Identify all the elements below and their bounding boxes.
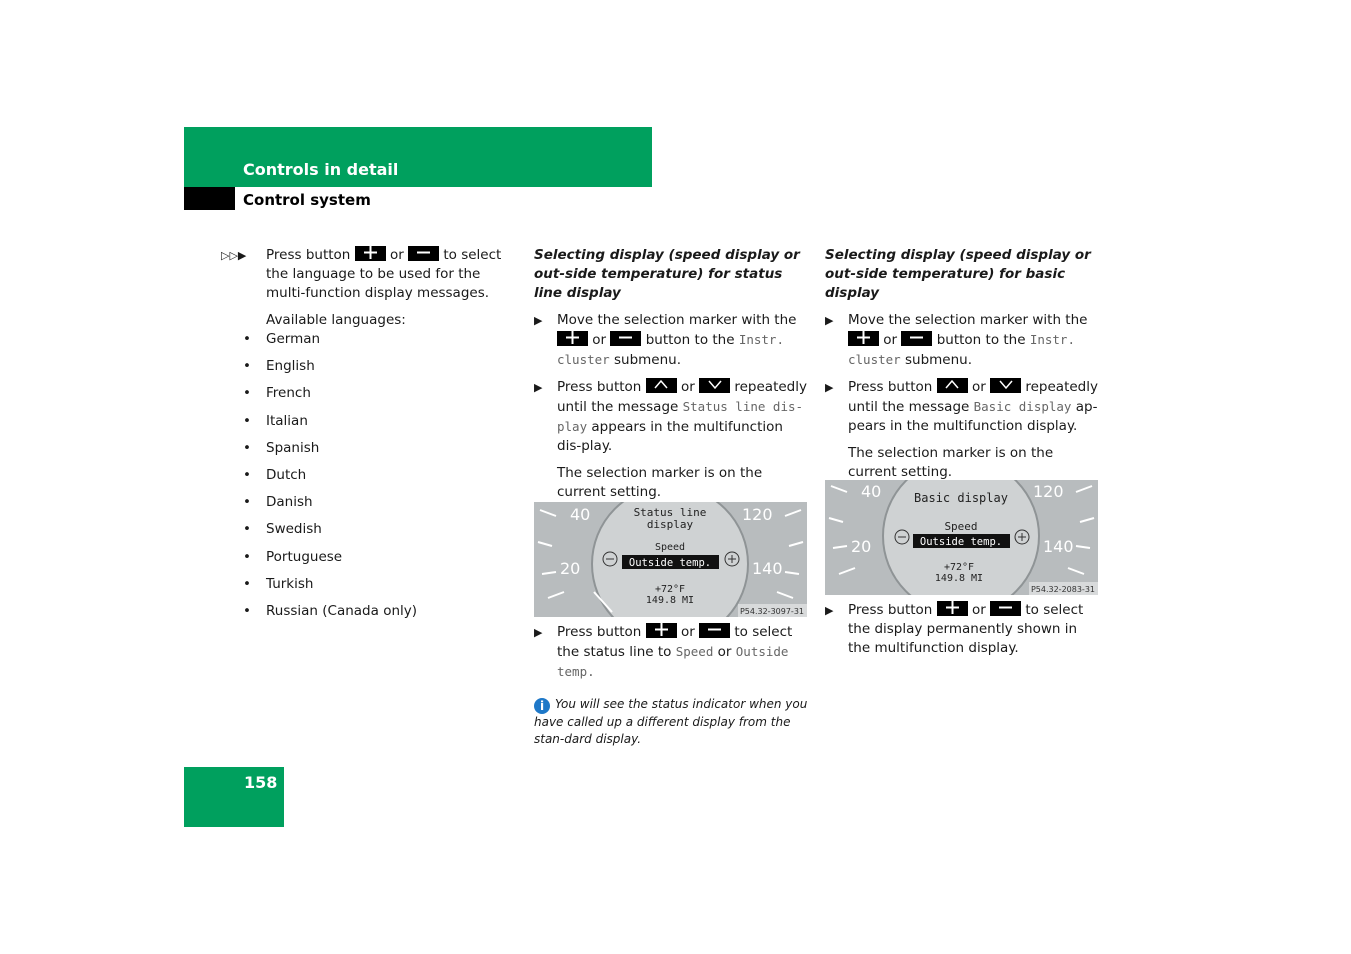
display-temperature: +72°F: [943, 562, 975, 573]
language-list: [243, 330, 516, 621]
or-text: or: [971, 602, 986, 618]
step-text: to select the display permanently shown in the multifunction display.: [848, 602, 1084, 656]
minus-button-icon: [901, 331, 932, 346]
language-name: Turkish: [266, 575, 314, 592]
continue-arrow-icon: ▷▷▶: [221, 249, 247, 262]
plus-button-icon: [848, 331, 879, 346]
step-arrow-icon: ▶: [534, 626, 543, 639]
or-text: or: [389, 247, 404, 263]
page-number: 158: [244, 773, 278, 792]
step-arrow-icon: ▶: [534, 381, 543, 394]
bullet-icon: •: [243, 358, 251, 375]
step-press-up-down: [825, 378, 1100, 436]
language-name: Russian (Canada only): [266, 602, 418, 619]
step-text: submenu.: [904, 352, 973, 368]
or-text: or: [717, 644, 732, 660]
step-arrow-icon: ▶: [825, 604, 834, 617]
bullet-icon: •: [243, 548, 251, 565]
or-text: or: [883, 332, 898, 348]
list-item: [243, 412, 516, 431]
display-odometer: 149.8 MI: [645, 595, 695, 606]
display-text: Status line dis-play: [557, 399, 804, 434]
display-text: Basic display: [973, 399, 1072, 414]
step-text: Press button: [557, 379, 642, 395]
step-text: Press button: [848, 379, 933, 395]
or-text: or: [592, 332, 607, 348]
step-text: Press button: [848, 602, 933, 618]
heading-status-line: Selecting display (speed display or out-side temperature) for status line display: [534, 247, 800, 301]
tick-label-120: 120: [1033, 482, 1064, 501]
step-move-marker: [534, 311, 810, 370]
step-select-status-line: [534, 623, 810, 682]
column-basic-display: [825, 246, 1100, 666]
list-item: [243, 439, 516, 458]
bullet-icon: •: [243, 494, 251, 511]
or-text: or: [971, 379, 986, 395]
display-temperature: +72°F: [654, 584, 686, 595]
minus-button-icon: [408, 246, 439, 261]
display-option-outside-temp: Outside temp.: [919, 536, 1003, 548]
bullet-icon: •: [243, 412, 251, 429]
minus-button-icon: [699, 623, 730, 638]
display-line-1: Basic display: [914, 491, 1008, 505]
section-title: Controls in detail: [243, 160, 399, 179]
minus-button-icon: [610, 331, 641, 346]
step-select-language: [221, 246, 516, 303]
language-name: Dutch: [266, 466, 307, 483]
step-move-marker: [825, 311, 1100, 370]
minus-button-icon: [990, 601, 1021, 616]
display-text: Instr. cluster: [848, 332, 1075, 367]
plus-button-icon: [937, 601, 968, 616]
plus-button-icon: [646, 623, 677, 638]
display-option-speed: Speed: [654, 542, 686, 553]
display-line-2: display: [646, 518, 694, 531]
tick-label-140: 140: [752, 559, 783, 578]
language-name: Spanish: [266, 439, 320, 456]
info-icon: i: [534, 698, 550, 714]
cluster-figure-status-line: [534, 502, 807, 617]
display-text: Outside temp.: [557, 644, 789, 679]
language-name: Portuguese: [266, 548, 343, 565]
step-text: Move the selection marker with the: [848, 312, 1088, 328]
cluster-figure-basic-display: [825, 480, 1098, 595]
tick-label-140: 140: [1043, 537, 1074, 556]
step-text: Press button: [557, 624, 642, 640]
list-item: [243, 493, 516, 512]
available-languages-label: Available languages:: [266, 312, 406, 328]
step-arrow-icon: ▶: [825, 314, 834, 327]
tick-label-40: 40: [861, 482, 882, 501]
list-item: [243, 357, 516, 376]
list-item: [243, 466, 516, 485]
bullet-icon: •: [243, 521, 251, 538]
bullet-icon: •: [243, 466, 251, 483]
heading-basic-display: Selecting display (speed display or out-side temperature) for basic display: [825, 247, 1091, 301]
language-name: French: [266, 385, 311, 402]
list-item: [243, 384, 516, 403]
display-option-speed: Speed: [944, 520, 978, 533]
step-text: submenu.: [613, 352, 682, 368]
subsection-marker: [184, 187, 235, 210]
display-line-1: Status line: [633, 506, 707, 519]
column-languages: [221, 246, 516, 629]
step-text: Press button: [266, 247, 351, 263]
language-name: English: [266, 358, 315, 375]
step-arrow-icon: ▶: [825, 381, 834, 394]
bullet-icon: •: [243, 602, 251, 619]
language-name: German: [266, 331, 321, 347]
list-item: [243, 520, 516, 539]
step-arrow-icon: ▶: [534, 314, 543, 327]
down-button-icon: [699, 378, 730, 393]
selection-note: The selection marker is on the current setting.: [557, 465, 763, 500]
tick-label-120: 120: [742, 505, 773, 524]
language-name: Danish: [266, 494, 313, 511]
up-button-icon: [937, 378, 968, 393]
down-button-icon: [990, 378, 1021, 393]
display-option-outside-temp: Outside temp.: [628, 557, 712, 569]
bullet-icon: •: [243, 575, 251, 592]
step-text: appears in the multifunction dis-play.: [557, 419, 783, 454]
display-odometer: 149.8 MI: [934, 573, 984, 584]
column-status-line: [534, 246, 810, 748]
tick-label-20: 20: [560, 559, 581, 578]
list-item: [243, 575, 516, 594]
or-text: or: [680, 379, 695, 395]
display-text: Speed: [675, 644, 714, 659]
tick-label-20: 20: [851, 537, 872, 556]
plus-button-icon: [355, 246, 386, 261]
up-button-icon: [646, 378, 677, 393]
info-text: You will see the status indicator when you have called up a different display from the stan-dard display.: [534, 697, 808, 746]
step-text: to select the language to be used for the multi-function display messages.: [266, 247, 502, 301]
display-text: Instr. cluster: [557, 332, 784, 367]
step-text: Move the selection marker with the: [557, 312, 797, 328]
bullet-icon: •: [243, 385, 251, 402]
list-item: [243, 548, 516, 567]
info-note: [534, 696, 810, 748]
step-select-basic-display: [825, 601, 1100, 658]
subsection-title: Control system: [243, 191, 371, 209]
language-name: Swedish: [266, 521, 322, 538]
selection-note: The selection marker is on the current setting.: [848, 445, 1054, 480]
step-press-up-down: [534, 378, 810, 456]
step-text: repeatedly until the message: [848, 379, 1098, 415]
step-text: ap-pears in the multifunction display.: [848, 399, 1098, 434]
step-text: button to the: [936, 332, 1026, 348]
language-name: Italian: [266, 412, 308, 429]
list-item: [243, 602, 516, 621]
step-text: button to the: [645, 332, 735, 348]
step-text: to select the status line to: [557, 624, 793, 660]
step-text: repeatedly until the message: [557, 379, 807, 415]
list-item: [243, 330, 516, 349]
figure-reference: P54.32-2083-31: [1030, 585, 1095, 594]
figure-reference: P54.32-3097-31: [739, 607, 804, 616]
or-text: or: [680, 624, 695, 640]
plus-button-icon: [557, 331, 588, 346]
tick-label-40: 40: [570, 505, 591, 524]
bullet-icon: •: [243, 439, 251, 456]
bullet-icon: •: [243, 331, 251, 347]
